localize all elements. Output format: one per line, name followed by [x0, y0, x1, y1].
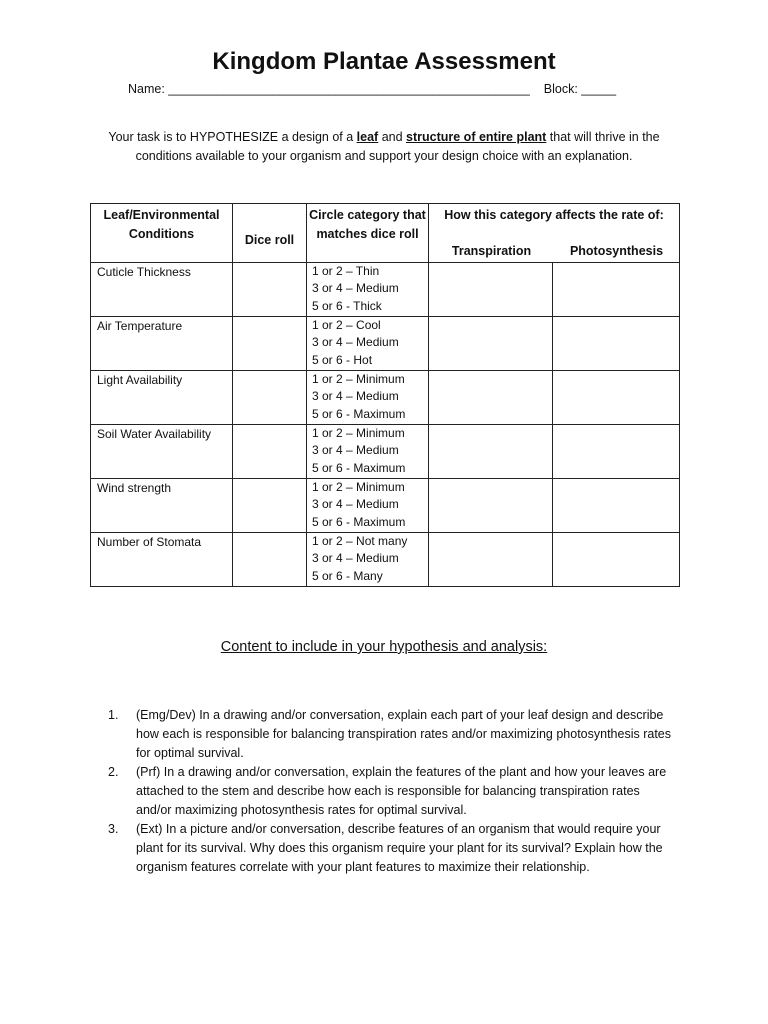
transpiration-cell[interactable]	[429, 479, 553, 533]
transpiration-cell[interactable]	[429, 371, 553, 425]
category-option[interactable]: 1 or 2 – Minimum	[312, 480, 405, 494]
list-item-number: 2.	[108, 765, 119, 779]
intro-text-3: that will thrive in the conditions available to your organism and support your design choice with an explanation.	[135, 130, 660, 163]
list-item-text: (Prf) In a drawing and/or conversation, explain the features of the plant and how your leaves are attached to the stem and describe how each is responsible for balancing transpiration rates and/or maximizing photosynthesis rates for optimal survival.	[136, 765, 667, 817]
photosynthesis-cell[interactable]	[553, 425, 680, 479]
transpiration-cell[interactable]	[429, 317, 553, 371]
table-row	[91, 533, 680, 587]
dice-roll-cell[interactable]	[233, 317, 307, 371]
list-item-number: 1.	[108, 708, 119, 722]
transpiration-cell[interactable]	[429, 533, 553, 587]
category-option[interactable]: 3 or 4 – Medium	[312, 389, 399, 404]
header-dice-roll: Dice roll	[233, 204, 307, 263]
name-field[interactable]: Name: ____________________________________________________	[128, 82, 530, 96]
table-row	[91, 371, 680, 425]
list-item-text: (Ext) In a picture and/or conversation, describe features of an organism that would require your plant for its survival. Why does this organism require your plant for its survival? Explain how the organism features correlate with your plant features to maximize their relationship.	[136, 822, 663, 874]
category-option[interactable]: 5 or 6 - Maximum	[312, 406, 406, 421]
list-item-number: 3.	[108, 822, 119, 836]
category-option[interactable]: 5 or 6 - Thick	[312, 298, 382, 313]
photosynthesis-cell[interactable]	[553, 533, 680, 587]
photosynthesis-cell[interactable]	[553, 371, 680, 425]
intro-text-2: and	[378, 130, 407, 144]
header-conditions: Leaf/Environmental Conditions	[91, 204, 233, 263]
list-item	[108, 820, 676, 877]
category-option[interactable]: 3 or 4 – Medium	[312, 281, 399, 296]
transpiration-cell[interactable]	[429, 425, 553, 479]
dice-roll-cell[interactable]	[233, 479, 307, 533]
intro-structure: structure of entire plant	[406, 130, 547, 144]
category-options	[307, 263, 429, 317]
header-rate-title: How this category affects the rate of:	[444, 208, 664, 222]
category-option[interactable]: 1 or 2 – Not many	[312, 534, 408, 548]
condition-label: Light Availability	[91, 371, 233, 425]
condition-label: Air Temperature	[91, 317, 233, 371]
conditions-table	[90, 203, 680, 587]
transpiration-cell[interactable]	[429, 263, 553, 317]
category-option[interactable]: 3 or 4 – Medium	[312, 443, 399, 458]
list-item	[108, 763, 676, 820]
dice-roll-cell[interactable]	[233, 371, 307, 425]
category-option[interactable]: 5 or 6 - Many	[312, 568, 383, 583]
condition-label: Wind strength	[91, 479, 233, 533]
table-row	[91, 425, 680, 479]
block-field[interactable]: Block: _____	[543, 82, 617, 96]
category-option[interactable]: 5 or 6 - Maximum	[312, 514, 406, 529]
category-options	[307, 425, 429, 479]
task-list	[108, 706, 676, 877]
header-rate	[429, 204, 680, 263]
dice-roll-cell[interactable]	[233, 425, 307, 479]
category-options	[307, 479, 429, 533]
condition-label: Cuticle Thickness	[91, 263, 233, 317]
photosynthesis-cell[interactable]	[553, 479, 680, 533]
photosynthesis-cell[interactable]	[553, 317, 680, 371]
category-option[interactable]: 1 or 2 – Thin	[312, 264, 380, 278]
category-option[interactable]: 3 or 4 – Medium	[312, 497, 399, 512]
category-options	[307, 371, 429, 425]
category-option[interactable]: 5 or 6 - Hot	[312, 352, 373, 367]
name-block-line	[128, 82, 616, 96]
category-option[interactable]: 1 or 2 – Minimum	[312, 372, 405, 386]
header-photosynthesis: Photosynthesis	[569, 244, 664, 258]
category-option[interactable]: 3 or 4 – Medium	[312, 335, 399, 350]
header-circle-category: Circle category that matches dice roll	[307, 204, 429, 263]
photosynthesis-cell[interactable]	[553, 263, 680, 317]
content-heading	[0, 639, 768, 655]
list-item	[108, 706, 676, 763]
category-option[interactable]: 3 or 4 – Medium	[312, 551, 399, 566]
task-instructions	[100, 128, 668, 166]
category-options	[307, 317, 429, 371]
category-option[interactable]: 1 or 2 – Cool	[312, 318, 381, 332]
content-heading-text: Content to include in your hypothesis and analysis:	[220, 639, 548, 655]
category-options	[307, 533, 429, 587]
category-option[interactable]: 5 or 6 - Maximum	[312, 460, 406, 475]
condition-label: Soil Water Availability	[91, 425, 233, 479]
list-item-text: (Emg/Dev) In a drawing and/or conversation, explain each part of your leaf design and describe how each is responsible for balancing transpiration rates and/or maximizing photosynthesis rates for optimal survival.	[136, 708, 672, 760]
intro-leaf: leaf	[356, 130, 379, 144]
intro-text-1: Your task is to HYPOTHESIZE a design of a	[108, 130, 357, 144]
category-option[interactable]: 1 or 2 – Minimum	[312, 426, 405, 440]
condition-label: Number of Stomata	[91, 533, 233, 587]
page-title: Kingdom Plantae Assessment	[212, 48, 556, 75]
table-row	[91, 263, 680, 317]
table-body	[91, 263, 680, 587]
dice-roll-cell[interactable]	[233, 263, 307, 317]
table-row	[91, 317, 680, 371]
dice-roll-cell[interactable]	[233, 533, 307, 587]
header-transpiration: Transpiration	[451, 244, 532, 258]
table-row	[91, 479, 680, 533]
